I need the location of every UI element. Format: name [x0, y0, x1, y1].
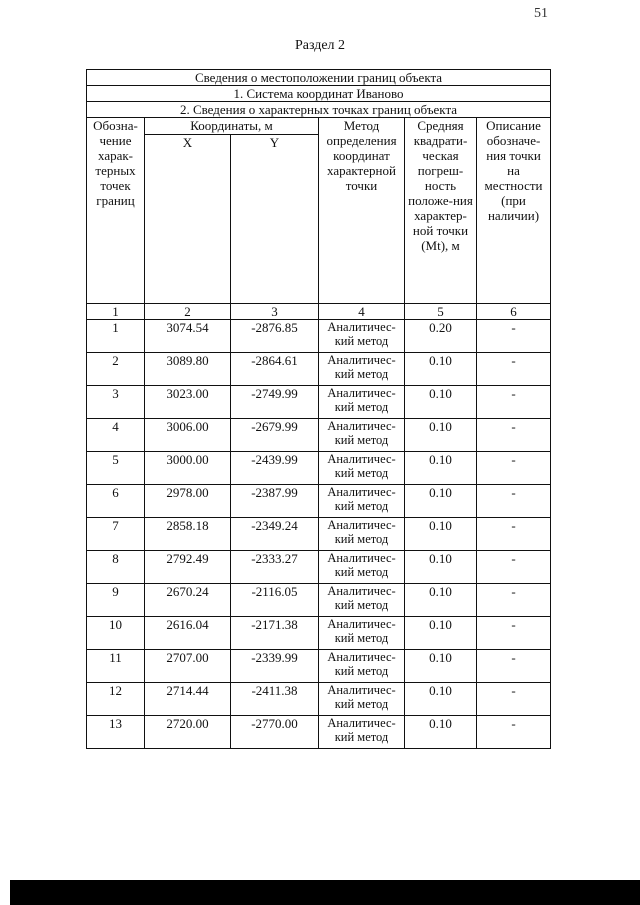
description-cell: - — [477, 419, 551, 452]
points-caption-row: 2. Сведения о характерных точках границ объекта — [87, 102, 551, 118]
description-cell: - — [477, 485, 551, 518]
header-designation: Обозна-чение харак-терных точек границ — [87, 118, 145, 304]
coord-y-cell: -2339.99 — [231, 650, 319, 683]
header-method: Метод определения координат характерной точки — [319, 118, 405, 304]
column-number: 5 — [405, 304, 477, 320]
scan-bottom-bar — [10, 880, 640, 905]
point-number-cell: 6 — [87, 485, 145, 518]
coord-system-row: 1. Система координат Иваново — [87, 86, 551, 102]
description-cell: - — [477, 584, 551, 617]
table-row — [87, 716, 551, 749]
description-cell: - — [477, 386, 551, 419]
column-number: 3 — [231, 304, 319, 320]
header-coordinates: Координаты, м — [145, 118, 319, 135]
table-row — [87, 551, 551, 584]
description-cell: - — [477, 716, 551, 749]
description-cell: - — [477, 650, 551, 683]
method-cell: Аналитичес-кий метод — [319, 419, 405, 452]
table-row — [87, 518, 551, 551]
coord-x-cell: 2978.00 — [145, 485, 231, 518]
coord-x-cell: 2714.44 — [145, 683, 231, 716]
description-cell: - — [477, 551, 551, 584]
section-title: Раздел 2 — [294, 38, 346, 53]
point-number-cell: 13 — [87, 716, 145, 749]
coord-x-cell: 2616.04 — [145, 617, 231, 650]
point-number-cell: 11 — [87, 650, 145, 683]
error-value-cell: 0.10 — [405, 584, 477, 617]
error-value-cell: 0.10 — [405, 419, 477, 452]
table-row — [87, 485, 551, 518]
header-error: Средняя квадрати-ческая погреш-ность положе-ния характер-ной точки (Mt), м — [405, 118, 477, 304]
coord-x-cell: 3074.54 — [145, 320, 231, 353]
table-row — [87, 650, 551, 683]
point-number-cell: 3 — [87, 386, 145, 419]
method-cell: Аналитичес-кий метод — [319, 650, 405, 683]
column-number: 1 — [87, 304, 145, 320]
error-value-cell: 0.10 — [405, 617, 477, 650]
point-number-cell: 7 — [87, 518, 145, 551]
error-value-cell: 0.10 — [405, 551, 477, 584]
error-value-cell: 0.10 — [405, 485, 477, 518]
description-cell: - — [477, 353, 551, 386]
table-row — [87, 683, 551, 716]
description-cell: - — [477, 683, 551, 716]
error-value-cell: 0.10 — [405, 650, 477, 683]
coord-x-cell: 2707.00 — [145, 650, 231, 683]
point-number-cell: 4 — [87, 419, 145, 452]
table-row — [87, 353, 551, 386]
coord-y-cell: -2171.38 — [231, 617, 319, 650]
coord-x-cell: 2670.24 — [145, 584, 231, 617]
table-row — [87, 320, 551, 353]
boundary-points-table — [86, 69, 551, 749]
method-cell: Аналитичес-кий метод — [319, 683, 405, 716]
method-cell: Аналитичес-кий метод — [319, 584, 405, 617]
method-cell: Аналитичес-кий метод — [319, 617, 405, 650]
coord-y-cell: -2387.99 — [231, 485, 319, 518]
coord-x-cell: 2858.18 — [145, 518, 231, 551]
coord-y-cell: -2679.99 — [231, 419, 319, 452]
coord-y-cell: -2876.85 — [231, 320, 319, 353]
error-value-cell: 0.10 — [405, 518, 477, 551]
error-value-cell: 0.10 — [405, 683, 477, 716]
description-cell: - — [477, 518, 551, 551]
point-number-cell: 8 — [87, 551, 145, 584]
method-cell: Аналитичес-кий метод — [319, 452, 405, 485]
coord-y-cell: -2349.24 — [231, 518, 319, 551]
header-x: X — [145, 135, 231, 304]
column-number: 6 — [477, 304, 551, 320]
coord-x-cell: 3000.00 — [145, 452, 231, 485]
table-row — [87, 617, 551, 650]
error-value-cell: 0.10 — [405, 716, 477, 749]
point-number-cell: 10 — [87, 617, 145, 650]
table-row — [87, 452, 551, 485]
coord-x-cell: 3089.80 — [145, 353, 231, 386]
coord-y-cell: -2864.61 — [231, 353, 319, 386]
column-number-row — [87, 304, 551, 320]
table-title: Сведения о местоположении границ объекта — [87, 70, 551, 86]
description-cell: - — [477, 320, 551, 353]
method-cell: Аналитичес-кий метод — [319, 551, 405, 584]
point-number-cell: 12 — [87, 683, 145, 716]
coord-y-cell: -2116.05 — [231, 584, 319, 617]
coord-y-cell: -2749.99 — [231, 386, 319, 419]
coord-x-cell: 3023.00 — [145, 386, 231, 419]
method-cell: Аналитичес-кий метод — [319, 485, 405, 518]
point-number-cell: 5 — [87, 452, 145, 485]
header-y: Y — [231, 135, 319, 304]
point-number-cell: 9 — [87, 584, 145, 617]
method-cell: Аналитичес-кий метод — [319, 320, 405, 353]
error-value-cell: 0.20 — [405, 320, 477, 353]
table-row — [87, 584, 551, 617]
error-value-cell: 0.10 — [405, 386, 477, 419]
column-number: 2 — [145, 304, 231, 320]
table-row — [87, 419, 551, 452]
coord-x-cell: 3006.00 — [145, 419, 231, 452]
method-cell: Аналитичес-кий метод — [319, 518, 405, 551]
point-number-cell: 2 — [87, 353, 145, 386]
coord-y-cell: -2439.99 — [231, 452, 319, 485]
method-cell: Аналитичес-кий метод — [319, 353, 405, 386]
coord-x-cell: 2792.49 — [145, 551, 231, 584]
error-value-cell: 0.10 — [405, 452, 477, 485]
coord-x-cell: 2720.00 — [145, 716, 231, 749]
description-cell: - — [477, 617, 551, 650]
error-value-cell: 0.10 — [405, 353, 477, 386]
coord-y-cell: -2411.38 — [231, 683, 319, 716]
coord-y-cell: -2770.00 — [231, 716, 319, 749]
method-cell: Аналитичес-кий метод — [319, 386, 405, 419]
coord-y-cell: -2333.27 — [231, 551, 319, 584]
table-row — [87, 386, 551, 419]
page-number: 51 — [534, 6, 548, 21]
point-number-cell: 1 — [87, 320, 145, 353]
description-cell: - — [477, 452, 551, 485]
column-number: 4 — [319, 304, 405, 320]
header-description: Описание обозначе-ния точки на местности (при наличии) — [477, 118, 551, 304]
method-cell: Аналитичес-кий метод — [319, 716, 405, 749]
